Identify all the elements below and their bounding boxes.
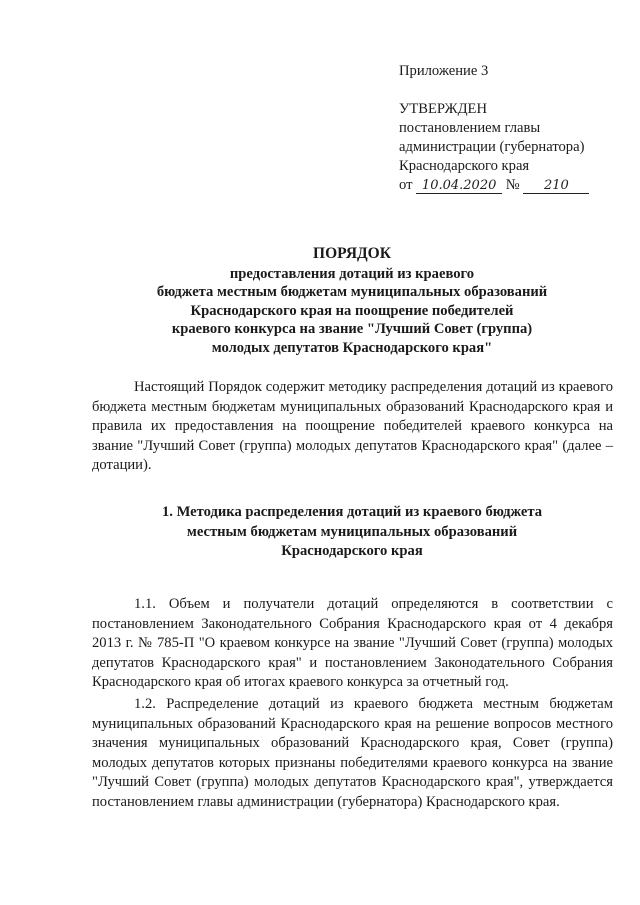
approved-by-line-1: постановлением главы [399,120,541,136]
number-prefix: № [505,177,520,193]
section-1-title-line-2: местным бюджетам муниципальных образований [186,523,518,540]
handwritten-number: 210 [523,178,589,194]
document-title [92,245,612,357]
date-prefix: от [399,177,413,193]
intro-paragraph: Настоящий Порядок содержит методику распределения дотаций из краевого бюджета местным бюджетам муниципальных образований Краснодарского края и правила их предоставления на поощрение победителей краевого конкурса на звание "Лучший Совет (группа) молодых депутатов Краснодарского края" (далее – дотации). [92,379,613,474]
title-subtitle-line-4: краевого конкурса на звание "Лучший Совет (группа) [171,321,533,337]
approved-by-line-3: Краснодарского края [399,158,530,174]
title-subtitle-line-3: Краснодарского края на поощрение победителей [190,302,514,319]
approved-label: УТВЕРЖДЕН [399,101,487,117]
section-1-title-line-3: Краснодарского края [281,543,423,560]
title-subtitle-line-5: молодых депутатов Краснодарского края" [211,339,493,356]
section-1-title [92,503,612,562]
handwritten-date: 10.04.2020 [416,178,502,194]
approved-by-line-2: администрации (губернатора) [399,139,585,155]
title-subtitle-line-1: предоставления дотаций из краевого [229,265,475,282]
title-heading: ПОРЯДОК [313,245,391,262]
annex-label: Приложение 3 [399,63,489,79]
title-subtitle-line-2: бюджета местным бюджетам муниципальных образований [156,284,548,300]
approval-block [399,62,589,195]
paragraph-1-2: 1.2. Распределение дотаций из краевого бюджета местным бюджетам муниципальных образований Краснодарского края на решение вопросов местного значения муниципальных образований Краснодарского края, Совет (группа) молодых депутатов которых признаны победителями краевого конкурса на звание "Лучший Совет (группа) молодых депутатов Краснодарского края", утверждается постановлением главы администрации (губернатора) Краснодарского края. [92,696,613,810]
paragraph-1-1: 1.1. Объем и получатели дотаций определяются в соответствии с постановлением Законодательного Собрания Краснодарского края от 4 декабря 2013 г. № 785-П "О краевом конкурсе на звание "Лучший Совет (группа) молодых депутатов Краснодарского края" и постановлением Законодательного Собрания Краснодарского края об итогах краевого конкурса за отчетный год. [92,596,613,691]
section-1-title-line-1: 1. Методика распределения дотаций из краевого бюджета [161,504,543,520]
approval-date-line [399,176,589,195]
